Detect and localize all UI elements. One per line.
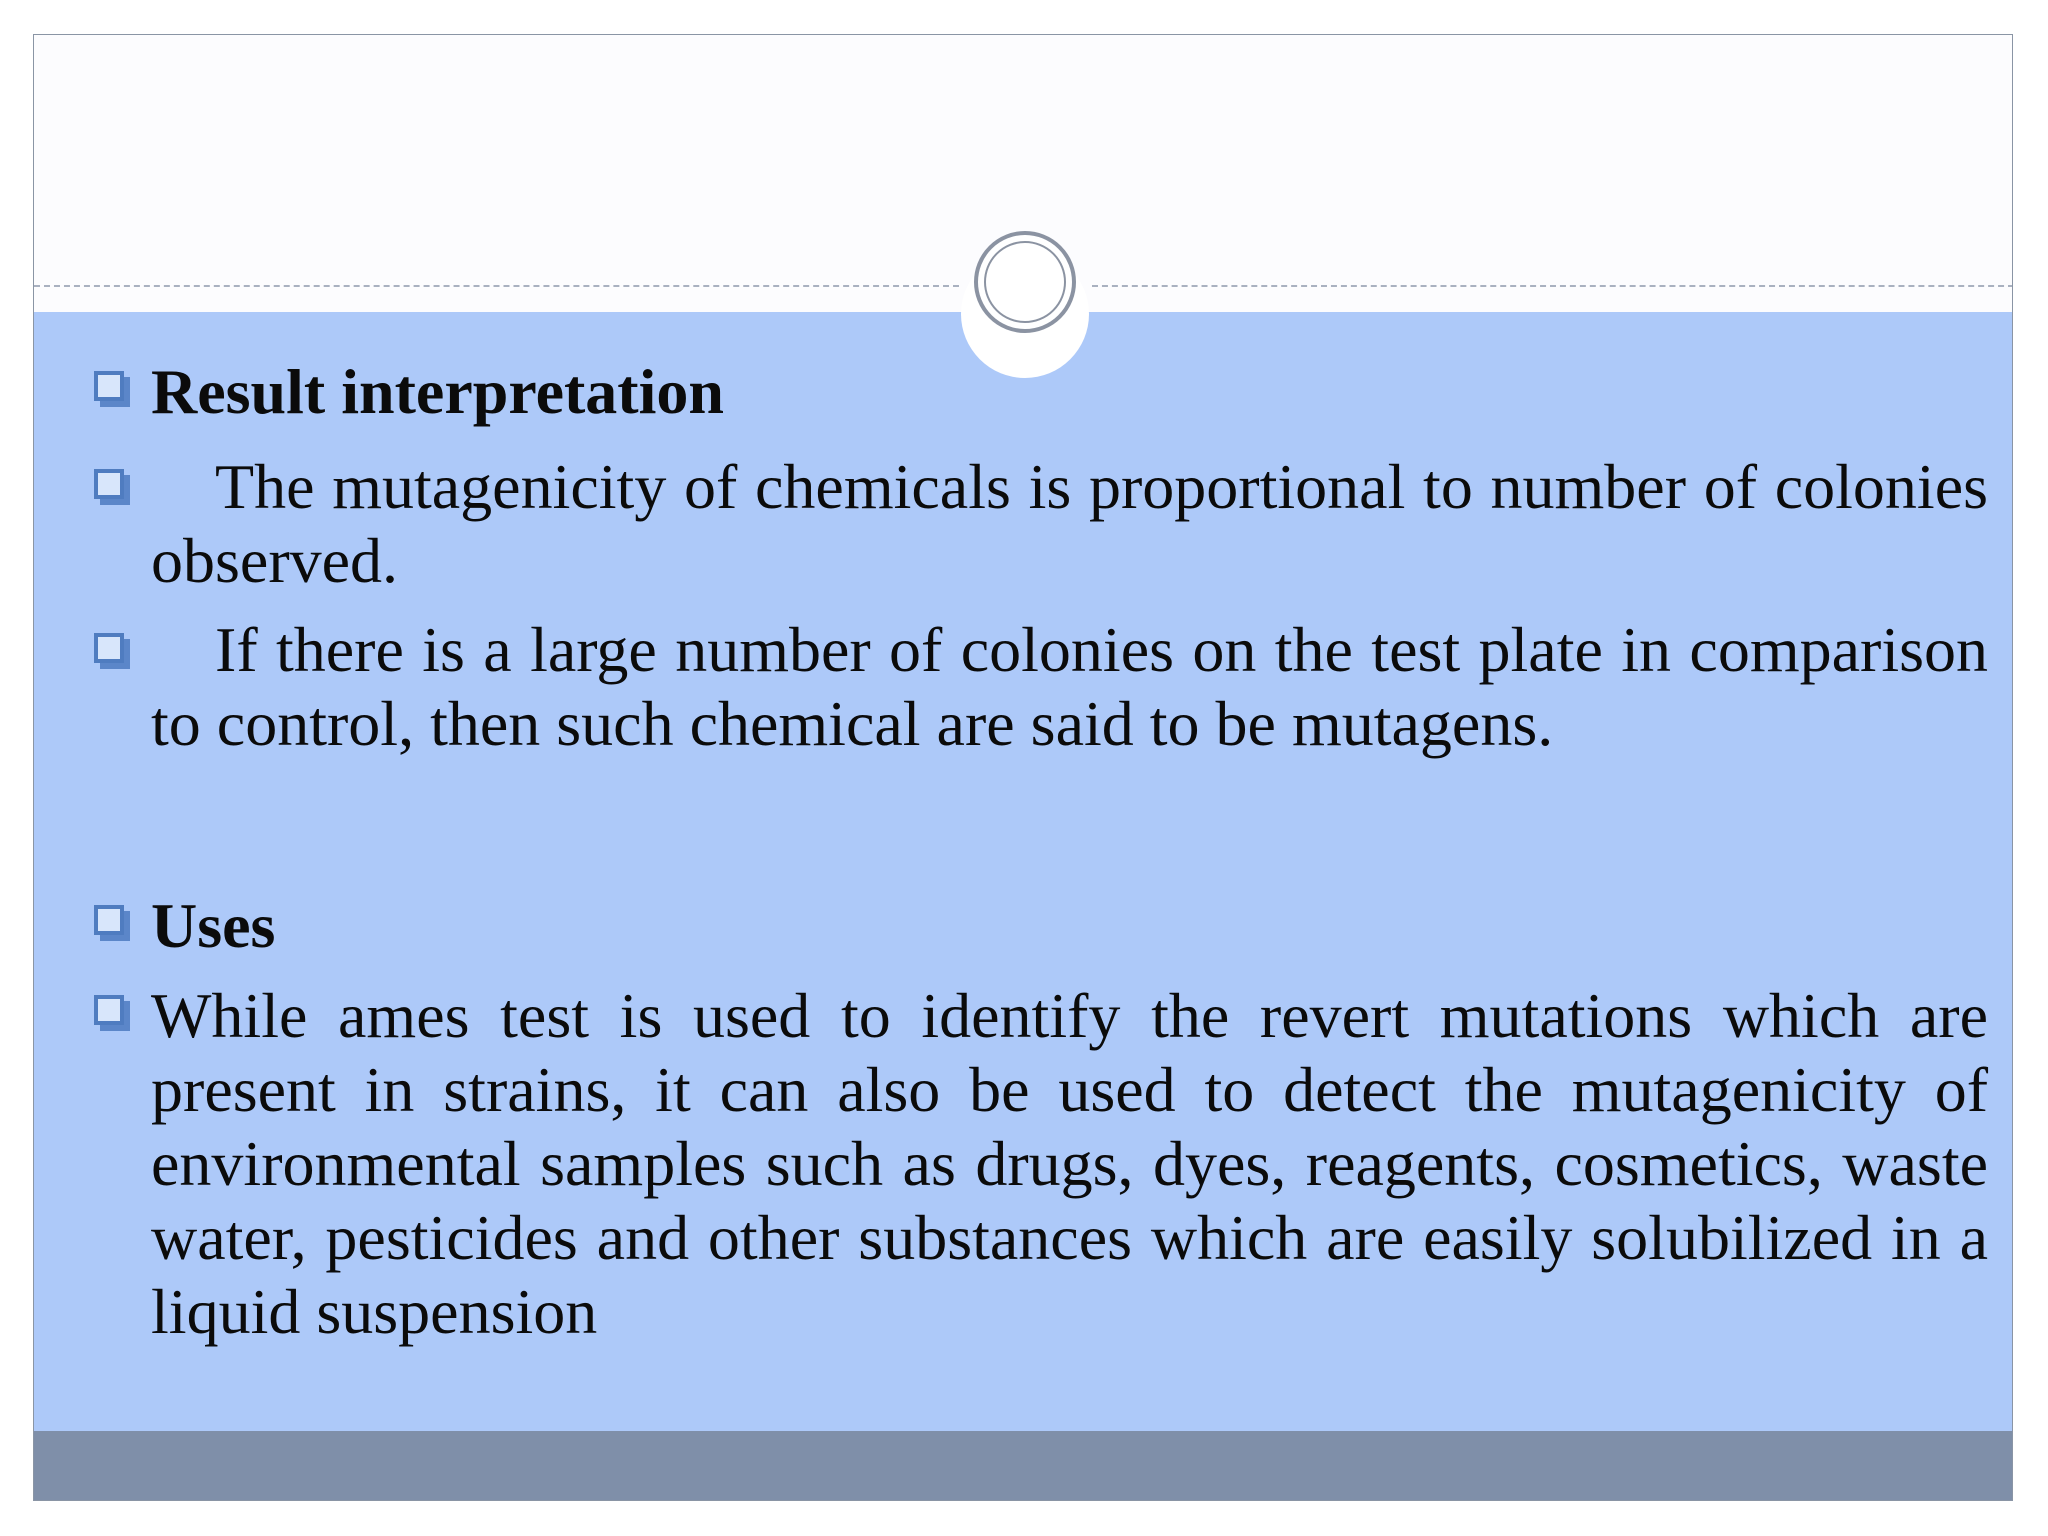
paragraph-mutagenicity: [151, 450, 1988, 598]
square-bullet-icon: [94, 633, 132, 671]
heading-text: Result interpretation: [151, 356, 724, 427]
body-text: [34, 35, 2012, 1500]
paragraph-large-number: [151, 613, 1988, 761]
square-bullet-icon: [94, 371, 132, 409]
square-bullet-icon: [94, 905, 132, 943]
heading-text: Uses: [151, 890, 276, 961]
heading-result-interpretation: [151, 355, 1988, 429]
paragraph-text: While ames test is used to identify the revert mutations which are present in strains, it can also be used to detect the mutagenicity of environmental samples such as drugs, dyes, reagents, cosmetics, waste water, pesticides and other substances which are easily solubilized in a liquid suspension: [151, 980, 1988, 1347]
paragraph-uses: [151, 979, 1988, 1349]
heading-uses: [151, 889, 1988, 963]
square-bullet-icon: [94, 995, 132, 1033]
square-bullet-icon: [94, 469, 132, 507]
paragraph-text: If there is a large number of colonies on the test plate in comparison to control, then such chemical are said to be mutagens.: [151, 614, 1988, 759]
slide: [33, 34, 2013, 1501]
paragraph-text: The mutagenicity of chemicals is proportional to number of colonies observed.: [151, 451, 1988, 596]
